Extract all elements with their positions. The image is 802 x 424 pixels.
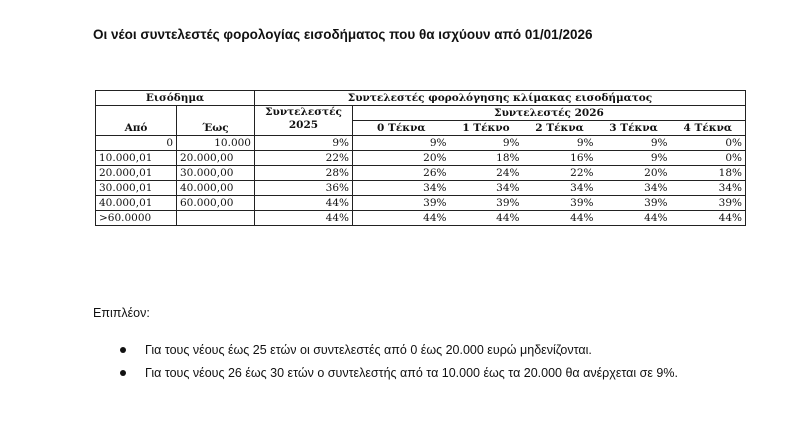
cell-rate-0-children: 34% (353, 181, 450, 196)
cell-to: 10.000 (177, 136, 255, 151)
table-row (96, 136, 746, 151)
cell-rate-0-children: 9% (353, 136, 450, 151)
cell-rate-0-children: 44% (353, 211, 450, 226)
list-item (120, 340, 720, 360)
income-header: Εισόδημα (96, 91, 255, 106)
bullet-text: Για τους νέους έως 25 ετών οι συντελεστές από 0 έως 20.000 ευρώ μηδενίζονται. (145, 343, 592, 357)
cell-rate-1-child: 34% (450, 181, 523, 196)
cell-rate-2-children: 44% (523, 211, 597, 226)
extra-label: Επιπλέον: (93, 306, 150, 320)
cell-from: 40.000,01 (96, 196, 177, 211)
cell-rate-2025: 28% (255, 166, 353, 181)
cell-rate-4-children: 34% (671, 181, 746, 196)
cell-to: 30.000,00 (177, 166, 255, 181)
to-header: Έως (177, 106, 255, 136)
children-2-header: 2 Τέκνα (523, 121, 597, 136)
rates-2025-header (255, 106, 353, 136)
rates-2026-header: Συντελεστές 2026 (353, 106, 746, 121)
cell-rate-2025: 36% (255, 181, 353, 196)
bullet-icon (120, 347, 126, 353)
cell-rate-3-children: 9% (597, 151, 671, 166)
table-row (96, 211, 746, 226)
cell-rate-0-children: 39% (353, 196, 450, 211)
cell-rate-2025: 44% (255, 196, 353, 211)
cell-from: 30.000,01 (96, 181, 177, 196)
cell-to: 20.000,00 (177, 151, 255, 166)
cell-rate-3-children: 9% (597, 136, 671, 151)
from-header: Από (96, 106, 177, 136)
cell-from: 20.000,01 (96, 166, 177, 181)
children-4-header: 4 Τέκνα (671, 121, 746, 136)
table-row (96, 166, 746, 181)
cell-to: 60.000,00 (177, 196, 255, 211)
cell-rate-1-child: 39% (450, 196, 523, 211)
cell-rate-3-children: 34% (597, 181, 671, 196)
rates-2025-line1: Συντελεστές (265, 106, 342, 118)
table-row (96, 151, 746, 166)
children-0-header: 0 Τέκνα (353, 121, 450, 136)
cell-rate-4-children: 44% (671, 211, 746, 226)
rates-2025-line2: 2025 (288, 119, 319, 131)
bullet-list (120, 340, 720, 386)
cell-rate-4-children: 0% (671, 151, 746, 166)
cell-rate-2-children: 39% (523, 196, 597, 211)
cell-rate-1-child: 18% (450, 151, 523, 166)
bullet-text: Για τους νέους 26 έως 30 ετών ο συντελεστής από τα 10.000 έως τα 20.000 θα ανέρχεται σε 9%. (145, 366, 678, 380)
list-item (120, 363, 720, 383)
cell-from: 10.000,01 (96, 151, 177, 166)
cell-to: 40.000,00 (177, 181, 255, 196)
cell-rate-2025: 9% (255, 136, 353, 151)
table-row (96, 196, 746, 211)
cell-from: >60.0000 (96, 211, 177, 226)
cell-rate-1-child: 24% (450, 166, 523, 181)
cell-rate-2-children: 34% (523, 181, 597, 196)
cell-rate-2-children: 16% (523, 151, 597, 166)
cell-to (177, 211, 255, 226)
cell-rate-1-child: 9% (450, 136, 523, 151)
cell-rate-4-children: 39% (671, 196, 746, 211)
page-title: Οι νέοι συντελεστές φορολογίας εισοδήματος που θα ισχύουν από 01/01/2026 (93, 27, 593, 42)
cell-rate-3-children: 44% (597, 211, 671, 226)
rates-header: Συντελεστές φορολόγησης κλίμακας εισοδήματος (255, 91, 746, 106)
cell-rate-4-children: 0% (671, 136, 746, 151)
cell-rate-4-children: 18% (671, 166, 746, 181)
children-1-header: 1 Τέκνο (450, 121, 523, 136)
cell-from: 0 (96, 136, 177, 151)
cell-rate-3-children: 20% (597, 166, 671, 181)
cell-rate-2025: 44% (255, 211, 353, 226)
cell-rate-2025: 22% (255, 151, 353, 166)
cell-rate-0-children: 20% (353, 151, 450, 166)
cell-rate-0-children: 26% (353, 166, 450, 181)
cell-rate-2-children: 22% (523, 166, 597, 181)
bullet-icon (120, 370, 126, 376)
cell-rate-2-children: 9% (523, 136, 597, 151)
table-row (96, 181, 746, 196)
children-3-header: 3 Τέκνα (597, 121, 671, 136)
cell-rate-1-child: 44% (450, 211, 523, 226)
cell-rate-3-children: 39% (597, 196, 671, 211)
tax-rates-table (95, 90, 746, 226)
